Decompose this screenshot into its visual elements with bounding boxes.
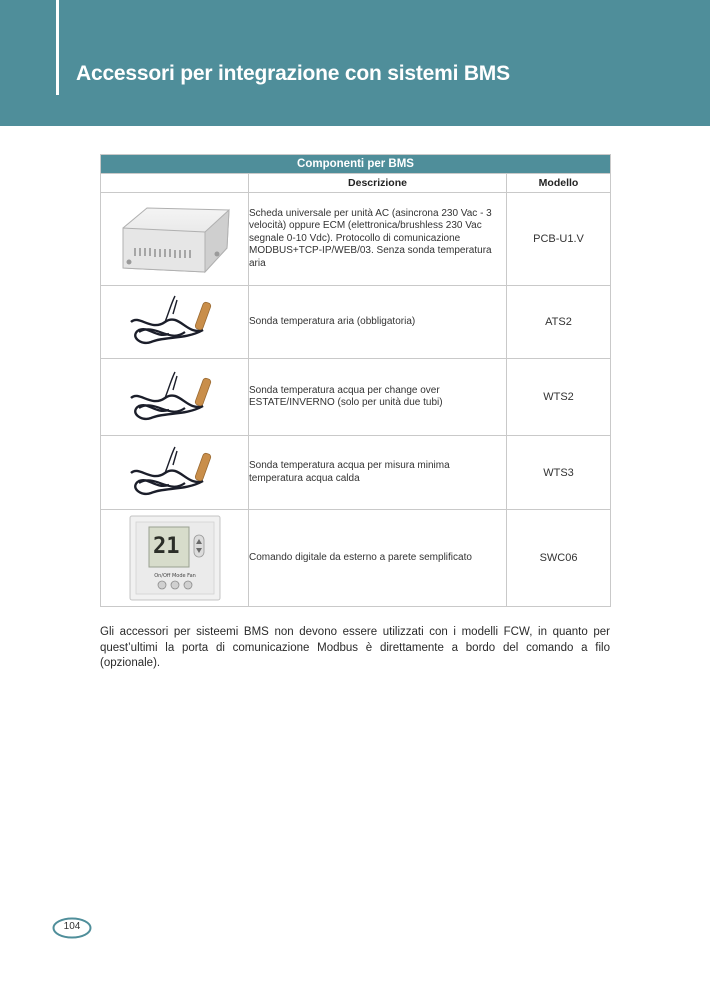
model-cell: ATS2	[507, 286, 611, 359]
page-number-label: 104	[63, 921, 81, 932]
components-table	[100, 154, 611, 607]
table-row	[101, 510, 611, 607]
table-row	[101, 359, 611, 436]
model-cell: SWC06	[507, 510, 611, 607]
image-cell	[101, 359, 249, 436]
image-cell	[101, 436, 249, 510]
svg-text:21: 21	[152, 534, 179, 559]
table-row	[101, 286, 611, 359]
page-header	[0, 0, 710, 126]
header-divider	[56, 0, 59, 95]
column-header-description: Descrizione	[249, 174, 507, 193]
temperature-probe-icon	[125, 366, 225, 428]
temperature-probe-icon	[125, 443, 225, 503]
wall-control-panel-icon	[129, 515, 221, 601]
description-cell: Sonda temperatura acqua per change over ESTATE/INVERNO (solo per unità due tubi)	[249, 359, 507, 436]
footnote: Gli accessori per sisteemi BMS non devono essere utilizzati con i modelli FCW, in quanto per quest’ultimi la porta di comunicazione Modbus è direttamente a bordo del comando a filo (opzionale).	[100, 626, 610, 669]
table-row	[101, 436, 611, 510]
model-cell: PCB-U1.V	[507, 193, 611, 286]
description-cell: Sonda temperatura acqua per misura minima temperatura acqua calda	[249, 436, 507, 510]
svg-text:On/Off Mode Fan: On/Off Mode Fan	[153, 573, 196, 579]
pcb-board-icon	[117, 198, 233, 280]
image-cell	[101, 510, 249, 607]
description-cell: Scheda universale per unità AC (asincrona 230 Vac - 3 velocità) oppure ECM (elettronica/brushless 230 Vac segnale 0-10 Vdc). Protocollo di comunicazione MODBUS+TCP-IP/WEB/03. Senza sonda temperatura aria	[249, 193, 507, 286]
image-cell	[101, 286, 249, 359]
model-cell: WTS2	[507, 359, 611, 436]
table-row	[101, 193, 611, 286]
column-header-model: Modello	[507, 174, 611, 193]
table-title: Componenti per BMS	[101, 155, 611, 174]
description-cell: Sonda temperatura aria (obbligatoria)	[249, 286, 507, 359]
model-cell: WTS3	[507, 436, 611, 510]
column-header-image	[101, 174, 249, 193]
image-cell	[101, 193, 249, 286]
temperature-probe-icon	[125, 292, 225, 352]
page-number	[52, 917, 92, 939]
description-cell: Comando digitale da esterno a parete semplificato	[249, 510, 507, 607]
page-title: Accessori per integrazione con sistemi BMS	[76, 62, 510, 85]
